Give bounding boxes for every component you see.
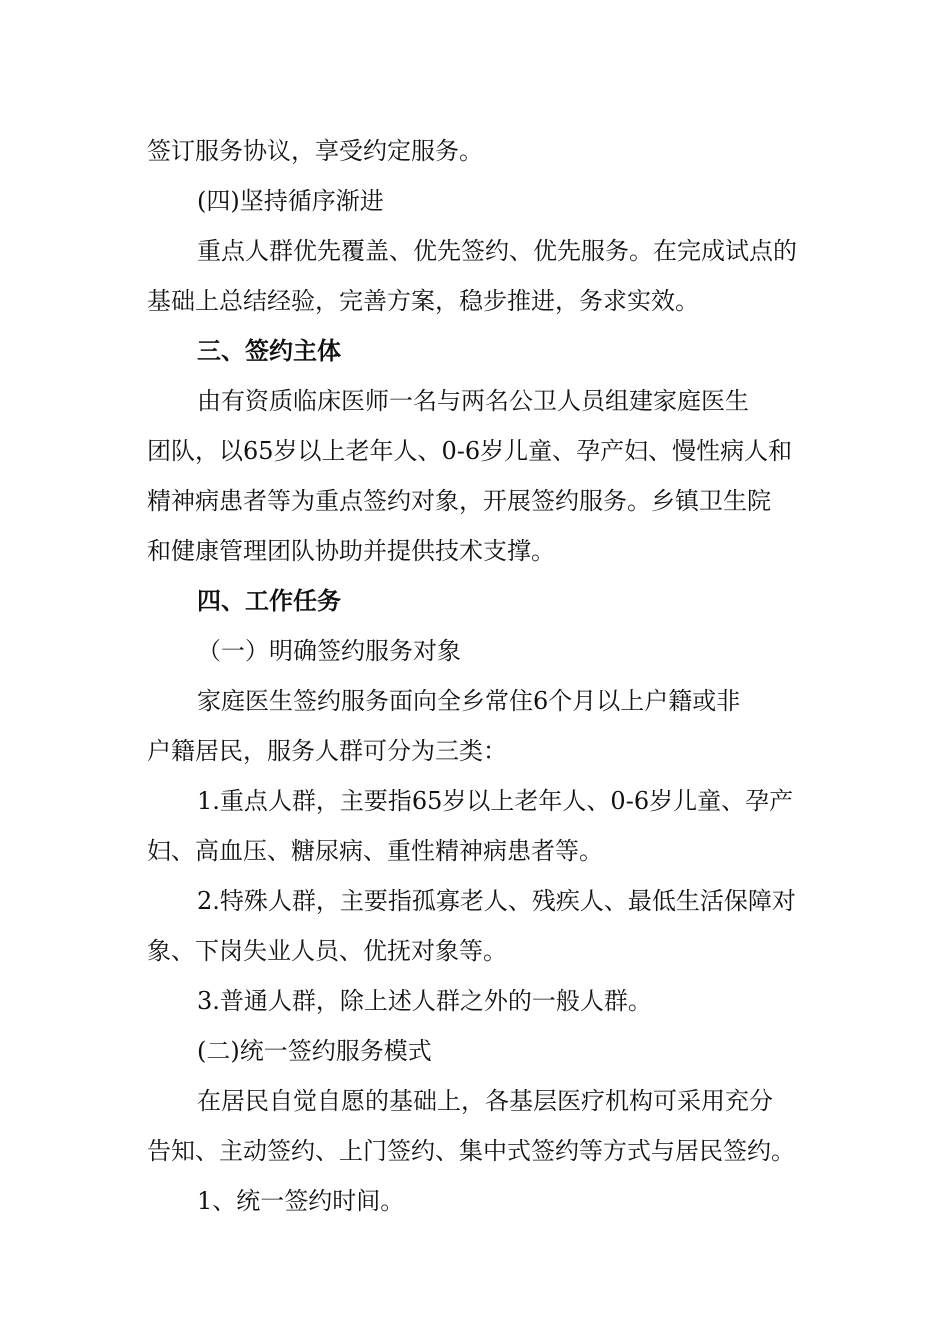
list-item: 1、统一签约时间。: [197, 1187, 405, 1215]
section-heading: 三、签约主体: [197, 336, 341, 365]
paragraph-line: 团队，以65岁以上老年人、0-6岁儿童、孕产妇、慢性病人和: [147, 437, 793, 465]
subsection-heading: （一）明确签约服务对象: [197, 637, 461, 665]
paragraph-line: 户籍居民，服务人群可分为三类：: [147, 737, 507, 765]
paragraph-line: 签订服务协议，享受约定服务。: [147, 137, 483, 165]
list-item-continuation: 象、下岗失业人员、优抚对象等。: [147, 937, 507, 965]
paragraph-line: 家庭医生签约服务面向全乡常住6个月以上户籍或非: [197, 687, 741, 715]
paragraph-line: 精神病患者等为重点签约对象，开展签约服务。乡镇卫生院: [147, 487, 771, 515]
paragraph-line: 重点人群优先覆盖、优先签约、优先服务。在完成试点的: [197, 237, 797, 265]
list-item: 2.特殊人群，主要指孤寡老人、残疾人、最低生活保障对: [197, 887, 796, 915]
paragraph-line: 由有资质临床医师一名与两名公卫人员组建家庭医生: [197, 387, 749, 415]
paragraph-line: 和健康管理团队协助并提供技术支撑。: [147, 537, 555, 565]
list-item: 3.普通人群，除上述人群之外的一般人群。: [197, 987, 652, 1015]
list-item: 1.重点人群，主要指65岁以上老年人、0-6岁儿童、孕产: [197, 787, 794, 815]
document-body: [147, 126, 807, 1226]
paragraph-line: 告知、主动签约、上门签约、集中式签约等方式与居民签约。: [147, 1137, 795, 1165]
list-item-continuation: 妇、高血压、糖尿病、重性精神病患者等。: [147, 837, 603, 865]
section-heading: 四、工作任务: [197, 586, 341, 615]
paragraph-line: 在居民自觉自愿的基础上，各基层医疗机构可采用充分: [197, 1087, 773, 1115]
subsection-heading: (四)坚持循序渐进: [197, 187, 384, 215]
paragraph-line: 基础上总结经验，完善方案，稳步推进，务求实效。: [147, 287, 699, 315]
subsection-heading: (二)统一签约服务模式: [197, 1037, 432, 1065]
